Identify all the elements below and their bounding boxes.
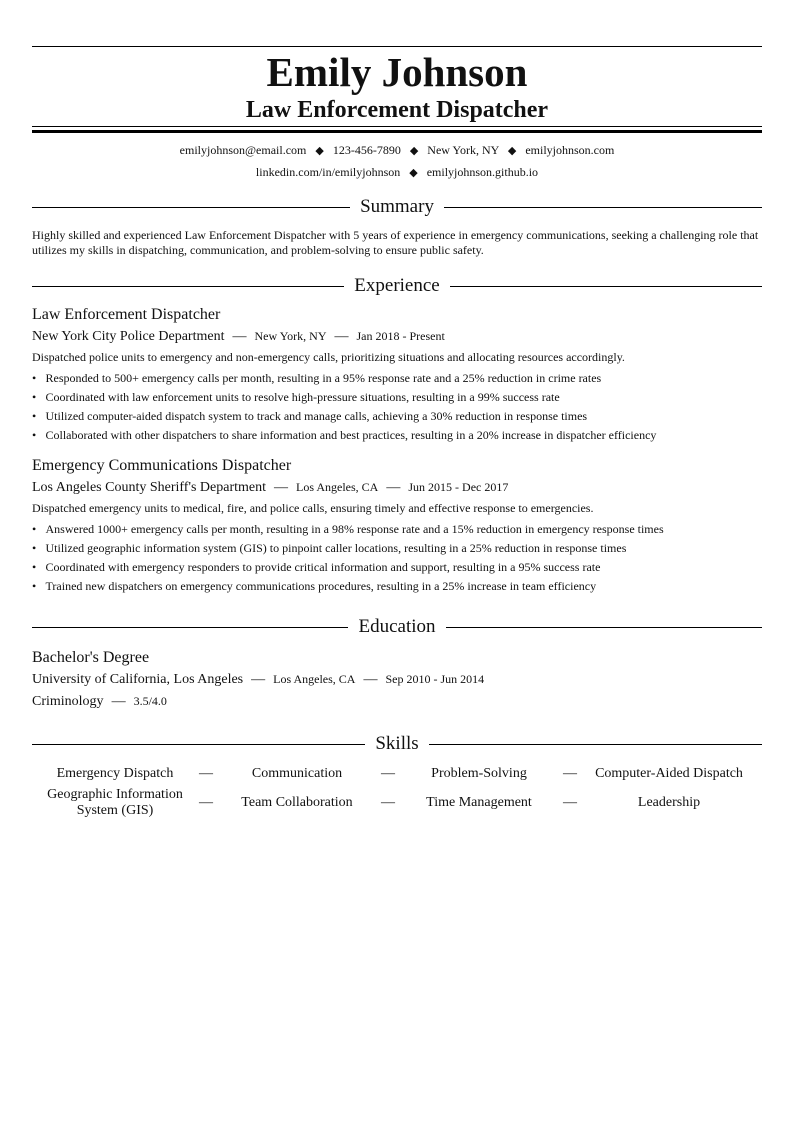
contact-phone: 123-456-7890 — [332, 143, 401, 157]
education-degree: Bachelor's Degree — [32, 649, 150, 666]
meta-dash: — — [363, 672, 378, 687]
skill-separator: — — [563, 766, 577, 781]
education-gpa: 3.5/4.0 — [133, 694, 167, 708]
section-rule — [32, 627, 348, 628]
contact-info — [32, 140, 762, 184]
job-bullet — [32, 558, 762, 577]
job-bullet — [32, 388, 762, 407]
bullet-text: Responded to 500+ emergency calls per month, resulting in a 95% response rate and a 25% reduction in crime rates — [45, 371, 602, 385]
diamond-separator-icon: ◆ — [507, 145, 517, 157]
skill-item: Team Collaboration — [241, 795, 353, 810]
education-field-line — [32, 691, 762, 712]
job-bullet — [32, 520, 762, 539]
meta-dash: — — [232, 329, 247, 344]
education-meta — [32, 669, 762, 690]
skills-grid — [32, 764, 762, 820]
resume-page — [32, 0, 762, 820]
contact-email[interactable]: emilyjohnson@email.com — [179, 143, 307, 157]
top-rule — [32, 46, 762, 47]
job-meta — [32, 477, 762, 498]
skill-item: Emergency Dispatch — [56, 766, 174, 781]
job-location: Los Angeles, CA — [296, 480, 379, 494]
section-title-skills: Skills — [375, 733, 419, 754]
candidate-title: Law Enforcement Dispatcher — [245, 97, 549, 123]
summary-text: Highly skilled and experienced Law Enforcement Dispatcher with 5 years of experience in emergency communications, seeking a challenging role that utilizes my skills in dispatching, communication, and problem-solving to ensure public safety. — [32, 228, 759, 257]
skill-separator: — — [199, 766, 213, 781]
meta-dash: — — [386, 480, 401, 495]
skill-item: Computer-Aided Dispatch — [595, 766, 743, 781]
bullet-icon: • — [32, 522, 37, 536]
job-description: Dispatched police units to emergency and non-emergency calls, prioritizing situations and allocating resources accordingly. — [32, 350, 625, 364]
job-dates: Jun 2015 - Dec 2017 — [408, 480, 509, 494]
job-bullet — [32, 539, 762, 558]
contact-line-1 — [32, 140, 762, 162]
bullet-text: Trained new dispatchers on emergency communications procedures, resulting in a 25% increase in team efficiency — [45, 579, 597, 593]
job-title: Law Enforcement Dispatcher — [32, 306, 221, 323]
job-employer: New York City Police Department — [32, 329, 225, 344]
diamond-separator-icon: ◆ — [409, 167, 418, 179]
skills-section-header — [32, 733, 762, 755]
meta-dash: — — [251, 672, 266, 687]
skill-separator: — — [381, 795, 395, 810]
job-bullet — [32, 577, 762, 596]
education-section-header — [32, 616, 762, 638]
bullet-icon: • — [32, 541, 37, 555]
bullet-icon: • — [32, 371, 37, 385]
section-rule — [32, 744, 365, 745]
section-rule — [32, 207, 350, 208]
bullet-icon: • — [32, 560, 37, 574]
skill-item: Time Management — [426, 795, 532, 810]
education-location: Los Angeles, CA — [273, 672, 356, 686]
bullet-text: Coordinated with law enforcement units to resolve high-pressure situations, resulting in a 99% success rate — [45, 390, 560, 404]
summary-section-header — [32, 196, 762, 218]
meta-dash: — — [111, 694, 126, 709]
experience-entry — [32, 305, 762, 445]
section-title-education: Education — [358, 616, 436, 637]
section-rule — [450, 286, 762, 287]
bullet-text: Answered 1000+ emergency calls per month, resulting in a 98% response rate and a 15% reduction in emergency response times — [45, 522, 664, 536]
skill-separator: — — [563, 795, 577, 810]
job-bullet-list — [32, 369, 762, 445]
experience-section-header — [32, 275, 762, 297]
bullet-text: Utilized geographic information system (GIS) to pinpoint caller locations, resulting in a 25% reduction in response times — [45, 541, 627, 555]
contact-line-2 — [32, 162, 762, 184]
education-field: Criminology — [32, 694, 104, 709]
candidate-name: Emily Johnson — [266, 49, 528, 95]
contact-website[interactable]: emilyjohnson.com — [525, 143, 615, 157]
education-school: University of California, Los Angeles — [32, 672, 244, 687]
contact-location: New York, NY — [427, 143, 499, 157]
skill-item: Communication — [251, 766, 343, 781]
bullet-text: Collaborated with other dispatchers to share information and best practices, resulting in a 20% increase in dispatcher efficiency — [45, 428, 657, 442]
experience-entry — [32, 456, 762, 596]
bullet-text: Utilized computer-aided dispatch system to track and manage calls, achieving a 30% reduction in response times — [45, 409, 588, 423]
skill-separator: — — [381, 766, 395, 781]
job-bullet — [32, 407, 762, 426]
section-rule — [444, 207, 762, 208]
bullet-icon: • — [32, 428, 37, 442]
section-title-experience: Experience — [354, 275, 440, 296]
job-title: Emergency Communications Dispatcher — [32, 457, 292, 474]
bullet-icon: • — [32, 579, 37, 593]
diamond-separator-icon: ◆ — [315, 145, 324, 157]
section-rule — [32, 286, 344, 287]
contact-linkedin[interactable]: linkedin.com/in/emilyjohnson — [255, 165, 401, 179]
meta-dash: — — [274, 480, 289, 495]
job-location: New York, NY — [254, 329, 327, 343]
skill-item: Leadership — [637, 795, 701, 810]
bullet-icon: • — [32, 390, 37, 404]
header-double-rule — [32, 126, 762, 133]
job-meta — [32, 326, 762, 347]
bullet-text: Coordinated with emergency responders to provide critical information and support, resulting in a 95% success rate — [45, 560, 601, 574]
skill-item: Problem-Solving — [431, 766, 527, 781]
job-bullet — [32, 426, 762, 445]
diamond-separator-icon: ◆ — [409, 145, 419, 157]
section-title-summary: Summary — [360, 196, 434, 217]
job-description: Dispatched emergency units to medical, fire, and police calls, ensuring timely and effective response to emergencies. — [32, 501, 594, 515]
education-dates: Sep 2010 - Jun 2014 — [385, 672, 485, 686]
contact-github[interactable]: emilyjohnson.github.io — [426, 165, 539, 179]
job-employer: Los Angeles County Sheriff's Department — [32, 480, 267, 495]
skill-item: Geographic Information System (GIS) — [47, 787, 183, 818]
meta-dash: — — [334, 329, 349, 344]
job-bullet-list — [32, 520, 762, 596]
bullet-icon: • — [32, 409, 37, 423]
section-rule — [446, 627, 762, 628]
job-dates: Jan 2018 - Present — [356, 329, 445, 343]
job-bullet — [32, 369, 762, 388]
skill-separator: — — [199, 795, 213, 810]
section-rule — [429, 744, 762, 745]
